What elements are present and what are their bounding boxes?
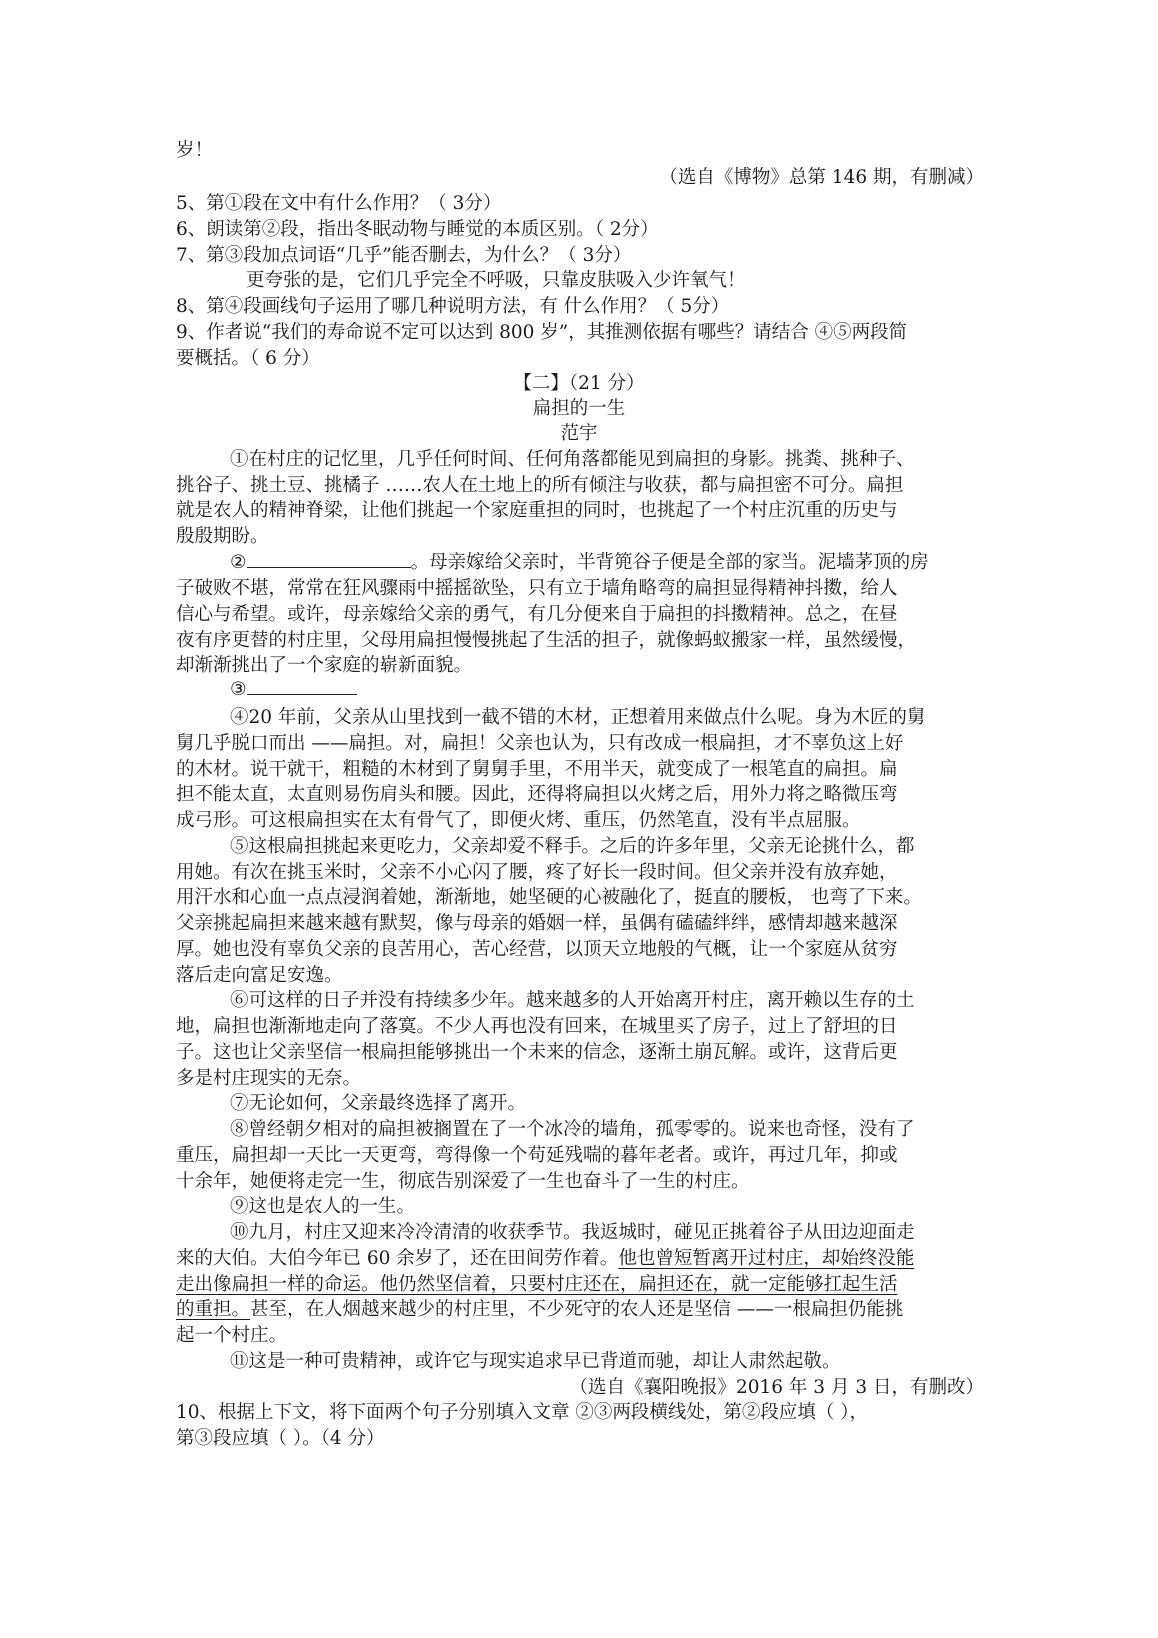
paragraph-5-line: 用她。有次在挑玉米时，父亲不小心闪了腰，疼了好长一段时间。但父亲并没有放弃她，: [176, 862, 898, 883]
question-10-line-2: 第③段应填（ ）。（4 分）: [176, 1428, 385, 1449]
paragraph-8-line: 十余年，她便将走完一生，彻底告别深爱了一生也奋斗了一生的村庄。: [176, 1171, 750, 1192]
paragraph-5-line: ⑤这根扁担挑起来更吃力，父亲却爱不释手。之后的许多年里，父亲无论挑什么，都: [230, 836, 915, 857]
section-heading: 【二】（21 分）: [513, 373, 645, 394]
paragraph-5-line: 父亲挑起扁担来越来越有默契，像与母亲的婚姻一样，虽偶有磕磕绊绊，感情却越来越深: [176, 913, 898, 934]
paragraph-2-line: 却渐渐挑出了一个家庭的崭新面貌。: [176, 655, 473, 676]
article-author: 范宇: [560, 423, 598, 444]
answer-blank-3[interactable]: [247, 677, 357, 695]
paragraph-2-first-line: [230, 548, 929, 574]
paragraph-4-line: 舅几乎脱口而出 ——扁担。对，扁担！父亲也认为，只有改成一根扁担，才不辜负这上好: [176, 733, 904, 754]
paragraph-5-line: 用汗水和心血一点点浸润着她，渐渐地，她坚硬的心被融化了，挺直的腰板， 也弯了下来。: [176, 887, 922, 908]
article-title: 扁担的一生: [532, 398, 626, 419]
paragraph-10-line: [176, 1295, 903, 1321]
question-6: 6、朗读第②段，指出冬眠动物与睡觉的本质区别。（ 2分）: [176, 219, 659, 240]
paragraph-3-line: [230, 677, 357, 700]
answer-blank-2[interactable]: [247, 550, 411, 568]
paragraph-4-line: ④20 年前，父亲从山里找到一截不错的木材，正想着用来做点什么呢。身为木匠的舅: [230, 707, 926, 728]
paragraph-10-line: [176, 1244, 914, 1270]
source-citation-1: （选自《博物》总第 146 期，有删减）: [659, 167, 984, 188]
question-10-line-1: 10、根据上下文，将下面两个句子分别填入文章 ②③两段横线处，第②段应填（ ），: [176, 1402, 869, 1423]
paragraph-1-line: 就是农人的精神脊梁，让他们挑起一个家庭重担的同时，也挑起了一个村庄沉重的历史与: [176, 500, 898, 521]
paragraph-7: ⑦无论如何，父亲最终选择了离开。: [230, 1093, 527, 1114]
paragraph-1-line: 挑谷子、挑土豆、挑橘子 ……农人在土地上的所有倾注与收获，都与扁担密不可分。扁担: [176, 475, 904, 496]
paragraph-2-line: 子破败不堪，常常在狂风骤雨中摇摇欲坠，只有立于墙角略弯的扁担显得精神抖擞，给人: [176, 578, 898, 599]
paragraph-8-line: ⑧曾经朝夕相对的扁担被搁置在了一个冰冷的墙角，孤零零的。说来也奇怪，没有了: [230, 1119, 915, 1140]
paragraph-8-line: 重压，扁担却一天比一天更弯，弯得像一个苟延残喘的暮年老者。或许，再过几年，抑或: [176, 1145, 898, 1166]
paragraph-4-line: 的木材。说干就干，粗糙的木材到了舅舅手里，不用半天，就变成了一根笔直的扁担。扁: [176, 759, 898, 780]
paragraph-4-line: 成弓形。可这根扁担实在太有骨气了，即便火烤、重压，仍然笔直，没有半点屈服。: [176, 810, 861, 831]
source-citation-2: （选自《襄阳晚报》2016 年 3 月 3 日，有删改）: [569, 1377, 984, 1398]
underlined-sentence: 走出像扁担一样的命运。他仍然坚信着，只要村庄还在，扁担还在，就一定能够扛起生活: [176, 1274, 898, 1295]
underlined-sentence: 的重担。: [176, 1299, 251, 1320]
top-fragment: 岁！: [176, 140, 214, 161]
paragraph-2-line: 夜有序更替的村庄里，父母用扁担慢慢挑起了生活的担子，就像蚂蚁搬家一样，虽然缓慢，: [176, 630, 917, 651]
paragraph-4-line: 担不能太直，太直则易伤肩头和腰。因此，还得将扁担以火烤之后，用外力将之略微压弯: [176, 784, 898, 805]
question-9-line-2: 要概括。（ 6 分）: [176, 348, 320, 369]
paragraph-2-number: ②: [230, 552, 247, 573]
paragraph-11: ⑪这是一种可贵精神，或许它与现实追求早已背道而驰，却让人肃然起敬。: [230, 1351, 841, 1372]
paragraph-9: ⑨这也是农人的一生。: [230, 1196, 416, 1217]
paragraph-3-number: ③: [230, 679, 247, 700]
paragraph-1-line: ①在村庄的记忆里，几乎任何时间、任何角落都能见到扁担的身影。挑粪、挑种子、: [230, 449, 915, 470]
paragraph-10-text: 甚至，在人烟越来越少的村庄里，不少死守的农人还是坚信 ——一根扁担仍能挑: [250, 1299, 904, 1320]
question-7-quote: 更夸张的是，它们几乎完全不呼吸，只靠皮肤吸入少许氧气！: [246, 270, 746, 291]
paragraph-6-line: ⑥可这样的日子并没有持续多少年。越来越多的人开始离开村庄，离开赖以生存的土: [230, 990, 915, 1011]
question-9-line-1: 9、作者说“我们的寿命说不定可以达到 800 岁”，其推测依据有哪些？请结合 ④⑤两段简: [176, 322, 908, 343]
paragraph-2-line: 信心与希望。或许，母亲嫁给父亲的勇气，有几分便来自于扁担的抖擞精神。总之，在昼: [176, 604, 898, 625]
paragraph-10-line: ⑩九月，村庄又迎来冷冷清清的收获季节。我返城时，碰见正挑着谷子从田边迎面走: [230, 1222, 915, 1243]
paragraph-5-line: 落后走向富足安逸。: [176, 965, 343, 986]
question-7: 7、第③段加点词语“几乎”能否删去，为什么？（ 3分）: [176, 245, 632, 266]
underlined-sentence: 他也曾短暂离开过村庄，却始终没能: [618, 1248, 915, 1269]
paragraph-5-line: 厚。她也没有辜负父亲的良苦用心，苦心经营，以顶天立地般的气概，让一个家庭从贫穷: [176, 939, 898, 960]
paragraph-6-line: 地，扁担也渐渐地走向了落寞。不少人再也没有回来，在城里买了房子，过上了舒坦的日: [176, 1016, 898, 1037]
paragraph-6-line: 多是村庄现实的无奈。: [176, 1068, 362, 1089]
paragraph-6-line: 子。这也让父亲坚信一根扁担能够挑出一个未来的信念，逐渐土崩瓦解。或许，这背后更: [176, 1042, 898, 1063]
paragraph-10-text: 来的大伯。大伯今年已 60 余岁了，还在田间劳作着。: [176, 1248, 619, 1269]
paragraph-1-line: 殷殷期盼。: [176, 526, 269, 547]
question-8: 8、第④段画线句子运用了哪几种说明方法，有 什么作用？（ 5分）: [176, 296, 730, 317]
paragraph-10-line: 起一个村庄。: [176, 1325, 288, 1346]
question-5: 5、第①段在文中有什么作用？（ 3分）: [176, 193, 502, 214]
paragraph-2-text: 。母亲嫁给父亲时，半背篼谷子便是全部的家当。泥墙茅顶的房: [410, 552, 929, 573]
